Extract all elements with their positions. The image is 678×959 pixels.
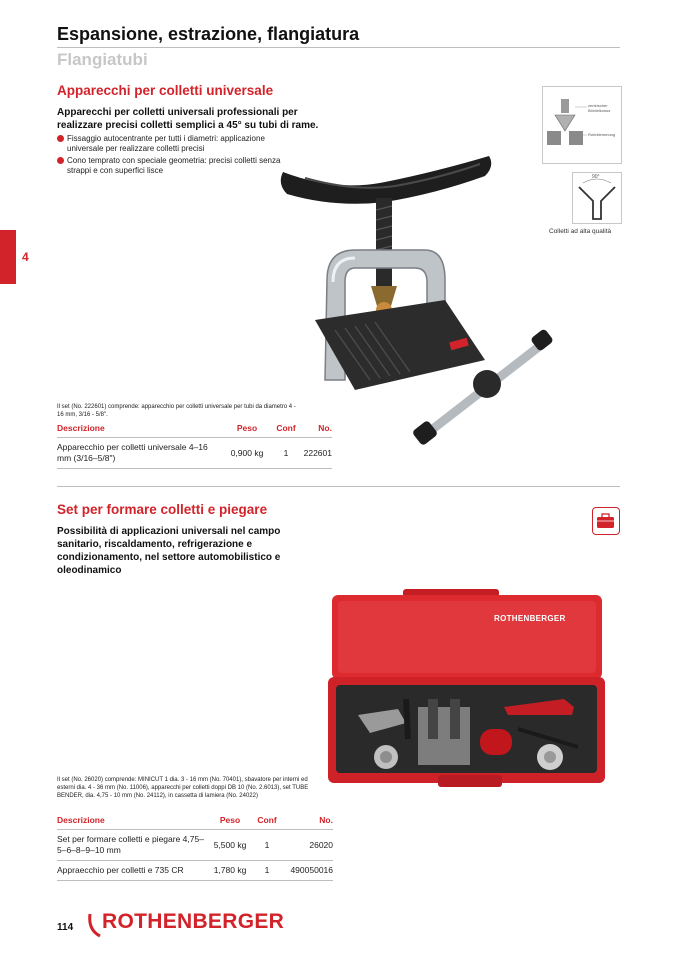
chapter-tab	[0, 230, 16, 284]
angle-diagram-graphic	[573, 173, 621, 223]
bullet-dot-icon	[57, 157, 64, 164]
toolcase-icon-graphic	[593, 508, 618, 533]
col-header-no: No.	[281, 812, 333, 830]
brand-swoosh-icon	[88, 912, 102, 938]
bullet-item: Cono temprato con speciale geometria: precisi colletti senza strappi e con superfici lisce	[57, 156, 297, 176]
cell-descrizione: Apparecchio per colletti universale 4–16 mm (3/16–5/8")	[57, 438, 222, 469]
tool-case-image	[328, 589, 605, 794]
col-header-peso: Peso	[207, 812, 253, 830]
cell-conf: 1	[272, 438, 300, 469]
cell-no: 222601	[300, 438, 332, 469]
bullet-item: Fissaggio autocentrante per tutti i diametri: applicazione universale per realizzare colletti precisi	[57, 134, 297, 154]
flare-angle-diagram	[572, 172, 622, 224]
section1-set-note: Il set (No. 222601) comprende: apparecchio per colletti universale per tubi da diametro 4 - 16 mm, 3/16 - 5/8".	[57, 404, 296, 418]
section-divider	[57, 486, 620, 487]
section2-spec-table	[57, 812, 333, 881]
section1-spec-table	[57, 420, 332, 469]
col-header-conf: Conf	[253, 812, 281, 830]
cell-descrizione: Set per formare colletti e piegare 4,75–5–6–8–9–10 mm	[57, 830, 207, 861]
table-row	[57, 830, 333, 861]
col-header-peso: Peso	[222, 420, 272, 438]
section1-bullets	[57, 134, 297, 178]
flare-cross-section-diagram	[542, 86, 622, 164]
page-subtitle: Flangiatubi	[57, 50, 148, 69]
flare-diagram-graphic	[543, 87, 621, 163]
section1-title: Apparecchi per colletti universale	[57, 83, 274, 98]
page-title: Espansione, estrazione, flangiatura	[57, 24, 360, 44]
toolcase-icon	[592, 507, 620, 535]
diagram-angle-label: 90°	[592, 174, 600, 180]
cell-peso: 0,900 kg	[222, 438, 272, 469]
cell-conf: 1	[253, 861, 281, 881]
footer-brand-logo: ROTHENBERGER	[102, 910, 285, 933]
chapter-number: 4	[22, 250, 29, 264]
flaring-tool-image	[275, 150, 555, 450]
cell-conf: 1	[253, 830, 281, 861]
diagram-label-clamp: Rohrklemmung	[588, 132, 616, 137]
section2-lead: Possibilità di applicazioni universali nel campo sanitario, riscaldamento, refrigerazione e condizionamento, nel settore automobilistico e oleodinamico	[57, 526, 281, 576]
page-number: 114	[57, 922, 74, 933]
title-divider	[57, 47, 620, 48]
section2-title: Set per formare colletti e piegare	[57, 502, 268, 517]
col-header-descrizione: Descrizione	[57, 812, 207, 830]
cell-no: 490050016	[281, 861, 333, 881]
cell-no: 26020	[281, 830, 333, 861]
diagram-label-cone: zentrischer Bördelkonus	[588, 103, 611, 113]
col-header-conf: Conf	[272, 420, 300, 438]
diagram-caption: Colletti ad alta qualità	[549, 228, 612, 235]
table-header-row	[57, 812, 333, 830]
section2-set-note: Il set (No. 26020) comprende: MINICUT 1 dia. 3 - 16 mm (No. 70401), sbavatore per interni ed esterni dia. 4 - 36 mm (No. 11006), apparecchi per colletti doppi DB 10 (No. 2.6013), set TUBE BENDER, dia. 4,75 - 10 mm (No. 24112), in cassetta di lamiera (No. 24022)	[57, 777, 309, 799]
case-brand-label: ROTHENBERGER	[494, 614, 566, 623]
cell-peso: 1,780 kg	[207, 861, 253, 881]
bullet-dot-icon	[57, 135, 64, 142]
section1-lead: Apparecchi per colletti universali professionali per realizzare precisi colletti semplici a 45° su tubi di rame.	[57, 107, 319, 131]
table-header-row	[57, 420, 332, 438]
cell-descrizione: Appraecchio per colletti e 735 CR	[57, 861, 207, 881]
cell-peso: 5,500 kg	[207, 830, 253, 861]
col-header-descrizione: Descrizione	[57, 420, 222, 438]
col-header-no: No.	[300, 420, 332, 438]
table-row	[57, 438, 332, 469]
table-row	[57, 861, 333, 881]
